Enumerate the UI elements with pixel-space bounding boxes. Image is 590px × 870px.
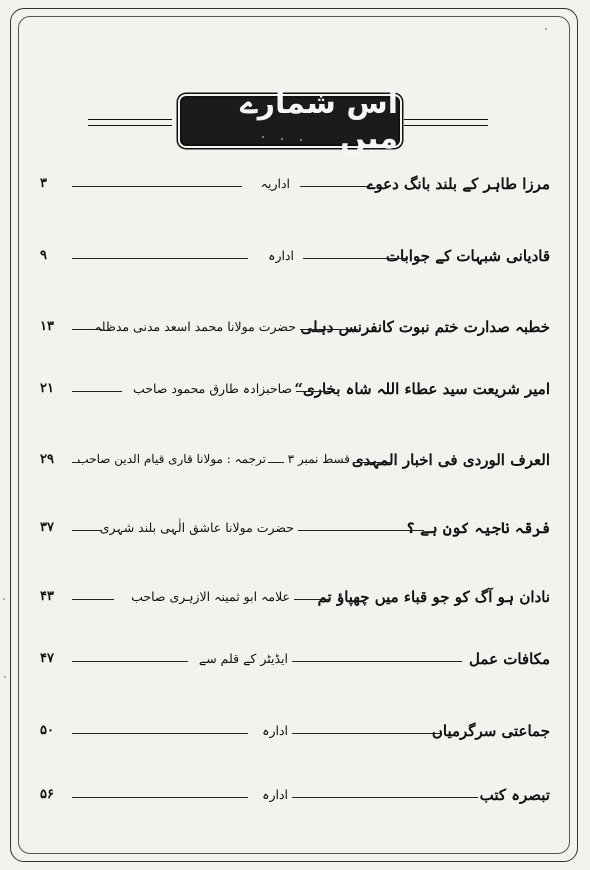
toc-title: جماعتی سرگرمیاں (431, 722, 550, 740)
toc-page-number: ۴۳ (40, 589, 54, 604)
toc-leader (72, 258, 248, 259)
toc-leader (292, 733, 442, 734)
toc-leader (72, 530, 102, 531)
toc-page-number: ۳۷ (40, 520, 54, 535)
scan-speck (281, 138, 283, 140)
toc-author: علامہ ابو ثمینہ الازہری صاحب (131, 589, 290, 604)
toc-author: ادارہ (262, 787, 288, 802)
scan-speck (545, 28, 547, 30)
toc-leader (354, 462, 392, 463)
toc-leader (72, 661, 188, 662)
toc-row[interactable] (26, 376, 558, 406)
toc-title: مکافات عمل (469, 650, 550, 668)
toc-page-number: ۲۹ (40, 452, 54, 467)
scan-speck (262, 136, 264, 138)
toc-leader (72, 391, 122, 392)
toc-leader (292, 661, 462, 662)
toc-title: امیر شریعت سید عطاء اللہ شاہ بخاری“ (294, 380, 550, 398)
toc-row[interactable] (26, 171, 558, 201)
toc-row[interactable] (26, 243, 558, 273)
toc-row[interactable] (26, 646, 558, 676)
toc-title: تبصرہ کتب (479, 786, 550, 804)
toc-page-number: ۳ (40, 176, 47, 191)
toc-leader (72, 797, 248, 798)
scan-speck (300, 139, 302, 141)
toc-author: صاحبزادہ طارق محمود صاحب (132, 381, 292, 396)
toc-page-number: ۴۷ (40, 651, 54, 666)
toc-title: مرزا طاہر کے بلند بانگ دعوے (366, 175, 550, 193)
toc-page-number: ۵۶ (40, 787, 54, 802)
toc-leader (292, 797, 478, 798)
toc-author: ترجمہ : مولانا قاری قیام الدین صاحب (77, 452, 266, 466)
toc-leader (294, 599, 330, 600)
toc-leader (296, 391, 332, 392)
header-title: اس شمارے میں (240, 86, 398, 156)
toc-leader (72, 599, 114, 600)
toc-leader (268, 462, 284, 463)
toc-title: خطبہ صدارت ختم نبوت کانفرنس دہلی (300, 318, 550, 336)
toc-row[interactable] (26, 447, 558, 477)
toc-author: ادارہ (262, 723, 288, 738)
toc-author: اداریہ (260, 176, 290, 191)
toc-title: قادیانی شبہات کے جوابات (385, 247, 550, 265)
toc-title: العرف الوردی فی اخبار المہدی (351, 451, 550, 469)
toc-title: فرقہ ناجیہ کون ہے ؟ (406, 519, 550, 537)
toc-leader (72, 186, 242, 187)
toc-row[interactable] (26, 515, 558, 545)
scan-speck (3, 598, 5, 600)
toc-row[interactable] (26, 584, 558, 614)
toc-row[interactable] (26, 718, 558, 748)
toc-leader (300, 329, 358, 330)
toc-page-number: ۹ (40, 248, 47, 263)
toc-page-number: ۵۰ (40, 723, 54, 738)
toc-title: نادان ہو آگ کو جو قباء میں چھپاؤ تم (317, 588, 550, 606)
toc-leader (300, 186, 370, 187)
toc-author: حضرت مولانا محمد اسعد مدنی مدظلہ (94, 319, 296, 334)
toc-extra: قسط نمبر ۳ (287, 452, 350, 466)
toc-author: حضرت مولانا عاشق الٰہی بلند شہری (99, 520, 294, 535)
toc-page-number: ۲۱ (40, 381, 54, 396)
toc-page-number: ۱۳ (40, 319, 54, 334)
toc-leader (72, 733, 248, 734)
toc-author: ادارہ (268, 248, 294, 263)
toc-leader (72, 462, 84, 463)
toc-leader (298, 530, 424, 531)
toc-row[interactable] (26, 782, 558, 812)
toc-leader (72, 329, 102, 330)
scan-speck (4, 676, 6, 678)
toc-leader (303, 258, 408, 259)
toc-author: ایڈیٹر کے قلم سے (198, 651, 288, 666)
toc-row[interactable] (26, 314, 558, 344)
